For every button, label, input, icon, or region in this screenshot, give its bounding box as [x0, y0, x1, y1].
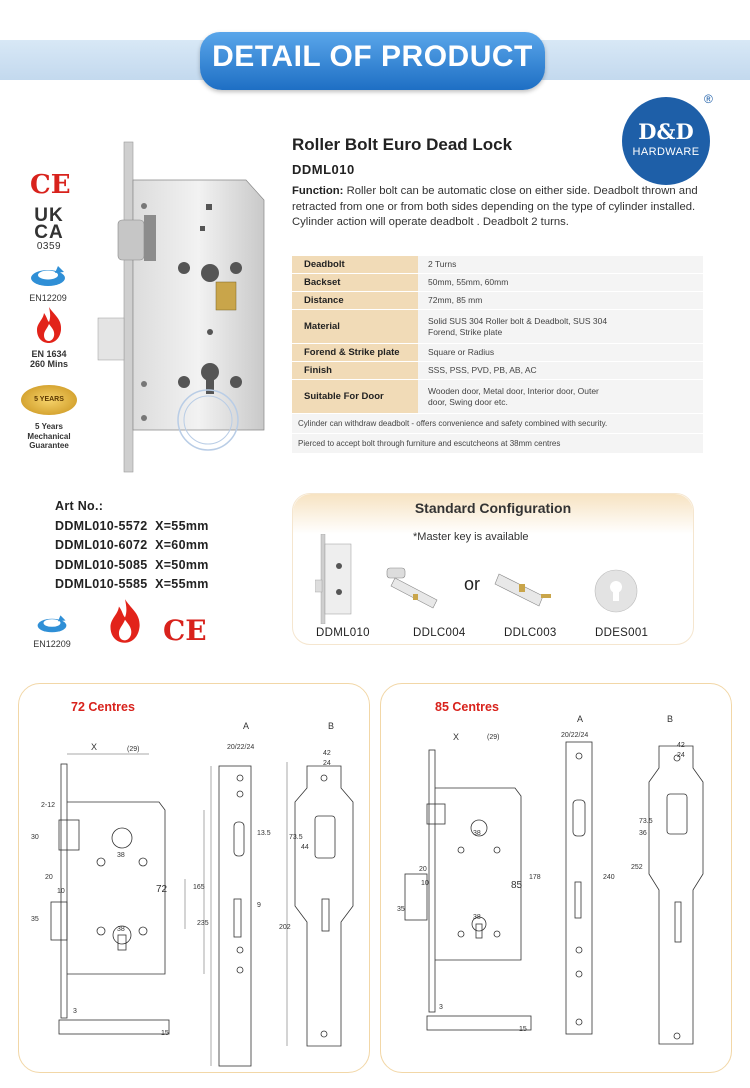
ce-mark-small: CE	[163, 614, 207, 647]
dim-label: 24	[677, 752, 685, 759]
dim-label: 15	[519, 1026, 527, 1033]
spec-row	[292, 344, 703, 362]
lock-thumbnail	[315, 534, 355, 624]
spec-value: 72mm, 85 mm	[418, 292, 703, 310]
dim-label: 20	[419, 866, 427, 873]
fire-icon	[106, 598, 144, 644]
warranty-line2: Mechanical	[27, 431, 71, 441]
panel-title: 85 Centres	[435, 700, 499, 714]
registered-mark: ®	[704, 92, 713, 106]
fire-badge	[16, 306, 82, 369]
spec-note-row	[292, 414, 703, 434]
fire-rating-line2: 260 Mins	[29, 359, 69, 369]
warranty-seal: 5 YEARS	[21, 385, 77, 415]
warranty-line1: 5 Years	[35, 422, 63, 431]
warranty-badge	[14, 385, 84, 451]
en12209-badge	[16, 262, 80, 303]
view-label: A	[243, 721, 250, 731]
dim-label: 178	[529, 874, 541, 881]
function-text: Roller bolt can be automatic close on either side. Deadbolt thrown and retracted from one or from both sides depending on the type of cylinder installed. Cylinder action will operate deadbolt . Deadbolt 2 turns.	[292, 185, 698, 228]
dim-label: 20/22/24	[561, 732, 589, 739]
dim-label: 9	[257, 902, 261, 909]
spec-key: Finish	[292, 362, 418, 380]
spec-row	[292, 380, 703, 414]
spec-note-row	[292, 434, 703, 454]
key-cylinder-image	[493, 566, 555, 612]
thumbturn-cylinder-image	[385, 564, 447, 614]
config-item-label: DDES001	[595, 627, 649, 639]
dim-label: 2-12	[41, 802, 56, 809]
product-code: DDML010	[292, 162, 355, 177]
dim-label: 73.5	[639, 818, 653, 825]
dim-label: X	[453, 732, 460, 742]
dim-label: 38	[473, 914, 481, 921]
dim-label: 38	[117, 852, 125, 859]
art-item: DDML010-5572 X=55mm	[55, 518, 209, 533]
dim-label: 15	[161, 1030, 169, 1037]
dim-label: 44	[301, 844, 309, 851]
cycle-arrow-icon	[28, 262, 68, 288]
en12209-badge-small	[22, 612, 82, 649]
cycle-arrow-icon	[34, 612, 70, 634]
dim-label: 35	[31, 916, 39, 923]
spec-row	[292, 256, 703, 274]
config-item-label: DDLC003	[504, 627, 557, 639]
spec-row	[292, 362, 703, 380]
dim-label: 73.5	[289, 834, 303, 841]
dim-label: 13.5	[257, 830, 271, 837]
spec-key: Backset	[292, 274, 418, 292]
view-label: B	[667, 714, 674, 724]
spec-row	[292, 274, 703, 292]
dim-label: X	[91, 742, 98, 752]
dim-label: 235	[197, 920, 209, 927]
spec-key: Forend & Strike plate	[292, 344, 418, 362]
fire-icon	[34, 306, 64, 344]
view-label: B	[328, 721, 335, 731]
function-label: Function:	[292, 185, 344, 197]
config-item-label: DDLC004	[413, 627, 466, 639]
en12209-label: EN12209	[29, 293, 67, 303]
dim-label: 30	[31, 834, 39, 841]
lock-photo	[96, 140, 278, 475]
art-item: DDML010-5085 X=50mm	[55, 557, 209, 572]
en12209-label: EN12209	[33, 639, 71, 649]
dim-label: (29)	[127, 746, 140, 753]
dim-label: 20/22/24	[227, 744, 255, 751]
dim-label: 36	[639, 830, 647, 837]
spec-row	[292, 292, 703, 310]
art-number-list	[55, 497, 209, 595]
dim-label: 165	[193, 884, 205, 891]
view-label: A	[577, 714, 584, 724]
ce-mark: CE	[30, 170, 71, 200]
standard-configuration-card	[292, 493, 694, 645]
spec-value: Solid SUS 304 Roller bolt & Deadbolt, SUS 304 Forend, Strike plate	[418, 310, 703, 344]
spec-row	[292, 310, 703, 344]
brand-name: D&D	[638, 119, 694, 144]
spec-note: Pierced to accept bolt through furniture and escutcheons at 38mm centres	[292, 434, 703, 454]
spec-value: 50mm, 55mm, 60mm	[418, 274, 703, 292]
ukca-top: UK	[34, 205, 64, 226]
spec-key: Suitable For Door	[292, 380, 418, 414]
warranty-line3: Guarantee	[29, 441, 69, 450]
dim-label: 24	[323, 760, 331, 767]
spec-key: Distance	[292, 292, 418, 310]
art-item: DDML010-5585 X=55mm	[55, 577, 209, 591]
dim-label: 38	[117, 926, 125, 933]
dim-label: 10	[57, 888, 65, 895]
dim-label: 10	[421, 880, 429, 887]
config-title: Standard Configuration	[293, 494, 693, 534]
brand-sub: HARDWARE	[632, 146, 700, 158]
spec-value: SSS, PSS, PVD, PB, AB, AC	[418, 362, 703, 380]
spec-key: Material	[292, 310, 418, 344]
dim-label: 72	[156, 884, 168, 895]
panel-title: 72 Centres	[71, 700, 135, 714]
dim-label: 20	[45, 874, 53, 881]
dim-label: 240	[603, 874, 615, 881]
product-function	[292, 184, 702, 231]
art-item: DDML010-6072 X=60mm	[55, 538, 209, 552]
drawing-panel-85	[380, 683, 732, 1073]
product-name: Roller Bolt Euro Dead Lock	[292, 135, 513, 154]
dim-label: (29)	[487, 734, 500, 741]
spec-key: Deadbolt	[292, 256, 418, 274]
fire-rating-line1: EN 1634	[31, 349, 67, 359]
page-title: DETAIL OF PRODUCT	[212, 40, 533, 73]
art-title: Art No.:	[55, 499, 104, 513]
config-or: or	[464, 574, 481, 594]
dim-label: 35	[397, 906, 405, 913]
spec-value: 2 Turns	[418, 256, 703, 274]
technical-drawing	[19, 684, 369, 1072]
dim-label: 202	[279, 924, 291, 931]
dim-label: 85	[511, 880, 523, 891]
spec-value: Wooden door, Metal door, Interior door, Outer door, Swing door etc.	[418, 380, 703, 414]
dim-label: 3	[439, 1004, 443, 1011]
dim-label: 38	[473, 830, 481, 837]
escutcheon-image	[593, 568, 639, 614]
drawing-panel-72	[18, 683, 370, 1073]
spec-note: Cylinder can withdraw deadbolt - offers convenience and safety combined with security.	[292, 414, 703, 434]
dim-label: 42	[323, 750, 331, 757]
spec-table	[292, 256, 703, 454]
dim-label: 252	[631, 864, 643, 871]
dim-label: 42	[677, 742, 685, 749]
config-item-label: DDML010	[316, 627, 370, 639]
spec-value: Square or Radius	[418, 344, 703, 362]
ukca-bottom: CA	[34, 222, 64, 243]
brand-logo	[622, 97, 710, 185]
config-note: *Master key is available	[413, 531, 529, 543]
ukca-mark	[24, 207, 74, 253]
ukca-number: 0359	[36, 241, 62, 252]
dim-label: 3	[73, 1008, 77, 1015]
